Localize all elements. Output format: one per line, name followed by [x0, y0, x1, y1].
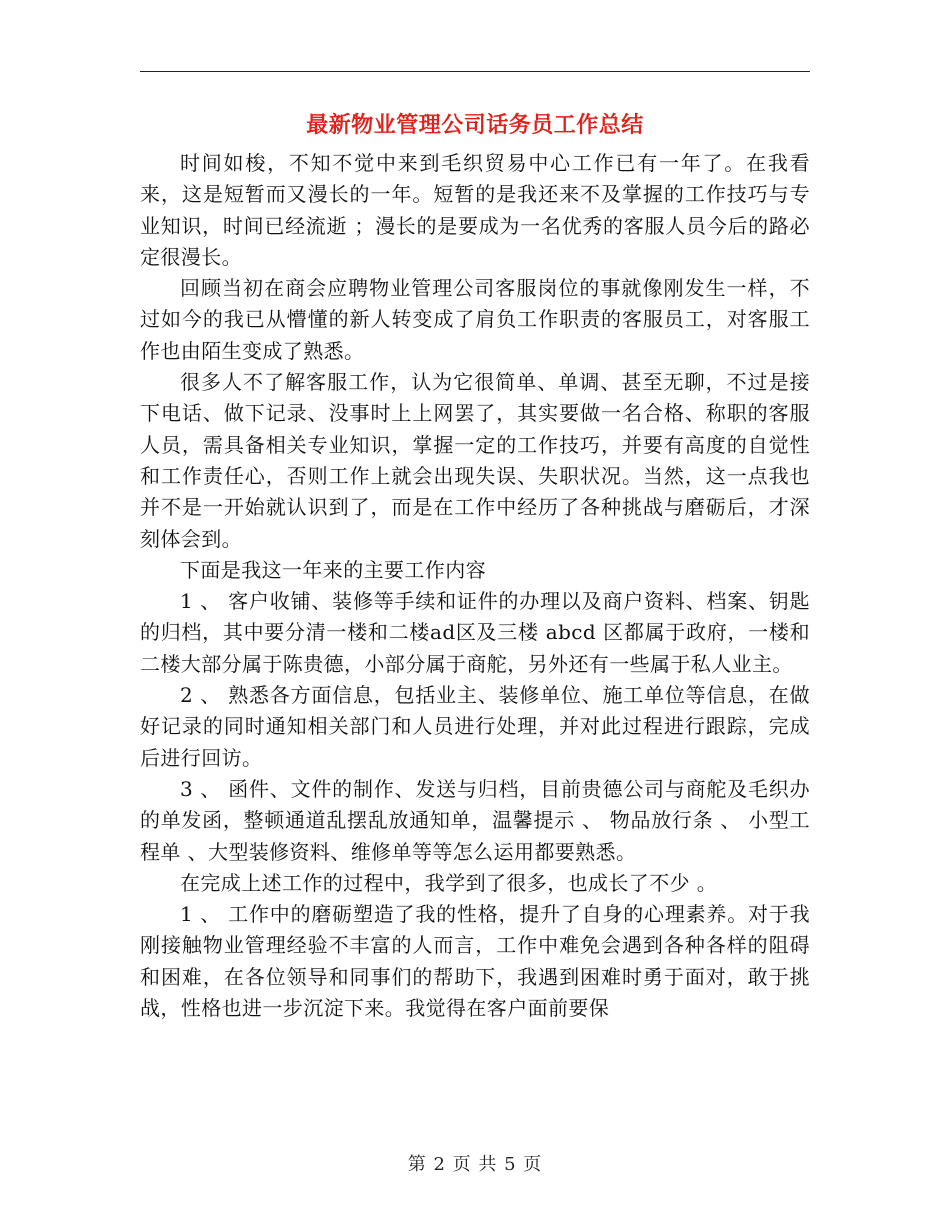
- document-body: [140, 148, 810, 1024]
- document-title: 最新物业管理公司话务员工作总结: [306, 112, 644, 138]
- paragraph-work-item-2: 2 、 熟悉各方面信息，包括业主、装修单位、施工单位等信息，在做好记录的同时通知相关部门和人员进行处理，并对此过程进行跟踪，完成后进行回访。: [140, 683, 810, 770]
- paragraph-intro: 时间如梭，不知不觉中来到毛织贸易中心工作已有一年了。在我看来，这是短暂而又漫长的一年。短暂的是我还来不及掌握的工作技巧与专业知识，时间已经流逝 ；漫长的是要成为一名优秀的客服人员今后的路必定很漫长。: [140, 151, 810, 269]
- paragraph-work-heading: 下面是我这一年来的主要工作内容: [180, 557, 486, 582]
- page-indicator: 第 2 页 共 5 页: [407, 1154, 543, 1175]
- paragraph-growth-heading: 在完成上述工作的过程中，我学到了很多，也成长了不少 。: [180, 870, 718, 895]
- paragraph-review: 回顾当初在商会应聘物业管理公司客服岗位的事就像刚发生一样，不过如今的我已从懵懂的新人转变成了肩负工作职责的客服员工，对客服工作也由陌生变成了熟悉。: [140, 276, 810, 363]
- paragraph-work-item-1: 1 、 客户收铺、装修等手续和证件的办理以及商户资料、档案、钥匙的归档，其中要分清一楼和二楼ad区及三楼 abcd 区都属于政府，一楼和二楼大部分属于陈贵德，小部分属于商舵，另外还有一些属于私人业主。: [140, 589, 810, 676]
- paragraph-understanding: 很多人不了解客服工作，认为它很简单、单调、甚至无聊，不过是接下电话、做下记录、没事时上上网罢了，其实要做一名合格、称职的客服人员，需具备相关专业知识，掌握一定的工作技巧，并要有高度的自觉性和工作责任心，否则工作上就会出现失误、失职状况。当然，这一点我也并不是一开始就认识到了，而是在工作中经历了各种挑战与磨砺后，才深刻体会到。: [140, 370, 810, 551]
- paragraph-work-item-3: 3 、 函件、文件的制作、发送与归档，目前贵德公司与商舵及毛织办的单发函，整顿通道乱摆乱放通知单，温馨提示 、 物品放行条 、 小型工程单 、大型装修资料、维修单等等怎么运用都要熟悉。: [140, 776, 810, 864]
- paragraph-growth-item-1: 1 、 工作中的磨砺塑造了我的性格，提升了自身的心理素养。对于我刚接触物业管理经验不丰富的人而言，工作中难免会遇到各种各样的阻碍和困难，在各位领导和同事们的帮助下，我遇到困难时勇于面对，敢于挑战，性格也进一步沉淀下来。我觉得在客户面前要保: [140, 902, 810, 1021]
- header-rule: [140, 71, 810, 72]
